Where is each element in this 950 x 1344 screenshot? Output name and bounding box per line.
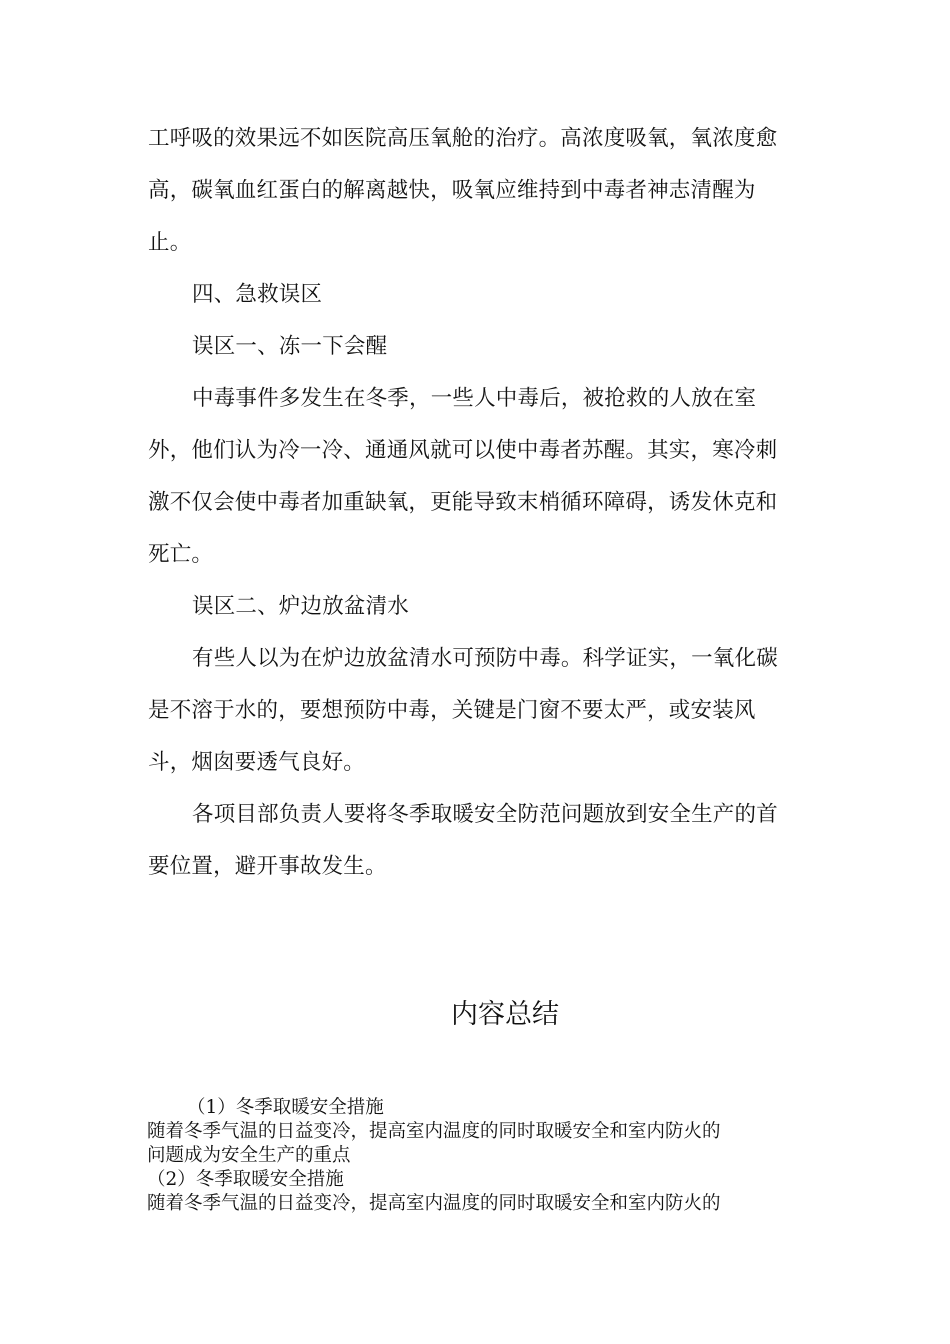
summary-section: [147, 1096, 807, 1216]
paragraph-line: 各项目部负责人要将冬季取暖安全防范问题放到安全生产的首: [192, 802, 778, 827]
paragraph-line: 斗，烟囱要透气良好。: [148, 750, 366, 775]
paragraph-line: 是不溶于水的，要想预防中毒，关键是门窗不要太严，或安装风: [148, 698, 756, 723]
summary-item-heading: （2）冬季取暖安全措施: [147, 1169, 344, 1190]
paragraph-line: 高，碳氧血红蛋白的解离越快，吸氧应维持到中毒者神志清醒为: [148, 178, 756, 203]
summary-item-text: 随着冬季气温的日益变冷，提高室内温度的同时取暖安全和室内防火的: [147, 1193, 721, 1214]
paragraph-line: 工呼吸的效果远不如医院高压氧舱的治疗。高浓度吸氧，氧浓度愈: [148, 126, 778, 151]
subsection-heading: 误区二、炉边放盆清水: [192, 594, 410, 619]
paragraph-line: 死亡。: [148, 542, 214, 567]
summary-item-text: 问题成为安全生产的重点: [147, 1145, 351, 1166]
body-text: [148, 113, 798, 893]
paragraph-line: 要位置，避开事故发生。: [148, 854, 387, 879]
paragraph-line: 有些人以为在炉边放盆清水可预防中毒。科学证实，一氧化碳: [192, 646, 778, 671]
paragraph-line: 中毒事件多发生在冬季，一些人中毒后，被抢救的人放在室: [192, 386, 757, 411]
subsection-heading: 误区一、冻一下会醒: [192, 334, 388, 359]
summary-item-heading: （1）冬季取暖安全措施: [187, 1097, 384, 1118]
summary-item-text: 随着冬季气温的日益变冷，提高室内温度的同时取暖安全和室内防火的: [147, 1121, 721, 1142]
paragraph-line: 止。: [148, 230, 192, 255]
paragraph-line: 激不仅会使中毒者加重缺氧，更能导致末梢循环障碍，诱发休克和: [148, 490, 778, 515]
summary-title: 内容总结: [451, 999, 559, 1030]
section-heading: 四、急救误区: [192, 282, 323, 307]
paragraph-line: 外，他们认为冷一冷、通通风就可以使中毒者苏醒。其实，寒冷刺: [148, 438, 778, 463]
